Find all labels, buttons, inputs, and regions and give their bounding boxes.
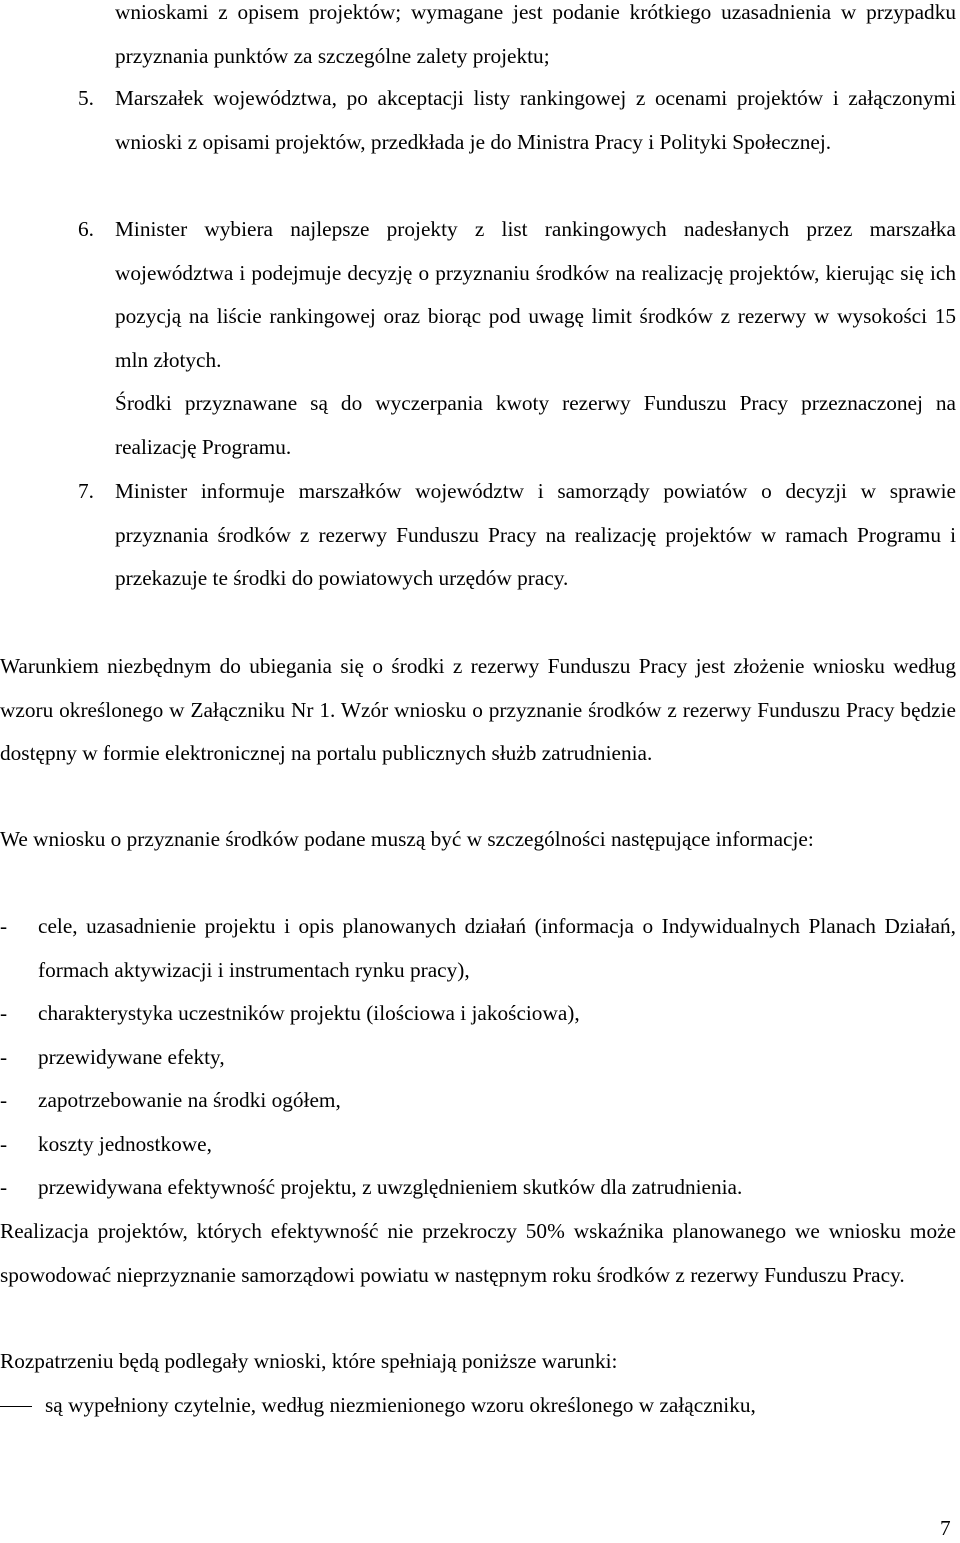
paragraph-we-wniosku: We wniosku o przyznanie środków podane muszą być w szczególności następujące informacje: xyxy=(0,827,814,851)
item7-text: Minister informuje marszałków województw i samorządy powiatów o decyzji w sprawie przyznania środków z rezerwy Funduszu Pracy na realizację projektów w ramach Programu i przekazuje te środki do powiatowych urzędów pracy. xyxy=(115,479,956,590)
list-item-text: są wypełniony czytelnie, według niezmienionego wzoru określonego w załączniku, xyxy=(45,1393,756,1417)
item5-number: 5. xyxy=(78,86,94,110)
list-item-text: koszty jednostkowe, xyxy=(38,1131,212,1156)
item5-text: Marszałek województwa, po akceptacji listy rankingowej z ocenami projektów i załączonymi wnioski z opisami projektów, przedkłada je do Ministra Pracy i Polityki Społecznej. xyxy=(115,86,956,154)
paragraph-rozpatrzeniu: Rozpatrzeniu będą podlegały wnioski, które spełniają poniższe warunki: xyxy=(0,1349,618,1373)
paragraph-realizacja: Realizacja projektów, których efektywność nie przekroczy 50% wskaźnika planowanego we wniosku może spowodować nieprzyznanie samorządowi powiatu w następnym roku środków z rezerwy Funduszu Pracy. xyxy=(0,1219,956,1287)
list-item-text: zapotrzebowanie na środki ogółem, xyxy=(38,1088,341,1112)
dash-bullet-icon xyxy=(0,1406,32,1407)
list-item-text: przewidywane efekty, xyxy=(38,1044,225,1069)
list-dash: - xyxy=(0,1175,8,1199)
list-item-text: przewidywana efektywność projektu, z uwzględnieniem skutków dla zatrudnienia. xyxy=(38,1175,743,1199)
list-dash: - xyxy=(0,914,8,938)
list-item-text: cele, uzasadnienie projektu i opis planowanych działań (informacja o Indywidualnych Planach Działań, formach aktywizacji i instrumentach rynku pracy), xyxy=(38,914,956,982)
list-dash: - xyxy=(0,1131,8,1156)
list-item-text: charakterystyka uczestników projektu (ilościowa i jakościowa), xyxy=(38,1001,580,1025)
item4-continuation: wnioskami z opisem projektów; wymagane jest podanie krótkiego uzasadnienia w przypadku przyznania punktów za szczególne zalety projektu; xyxy=(115,0,956,68)
item6-text: Minister wybiera najlepsze projekty z list rankingowych nadesłanych przez marszałka województwa i podejmuje decyzję o przyznaniu środków na realizację projektów, kierując się ich pozycją na liście rankingowej oraz biorąc pod uwagę limit środków z rezerwy w wysokości 15 mln złotych. xyxy=(115,217,956,372)
page-number: 7 xyxy=(940,1516,951,1540)
list-dash: - xyxy=(0,1088,8,1112)
item6-extra: Środki przyznawane są do wyczerpania kwoty rezerwy Funduszu Pracy przeznaczonej na realizację Programu. xyxy=(115,391,956,459)
item7-number: 7. xyxy=(78,479,94,503)
list-dash: - xyxy=(0,1044,8,1069)
item6-number: 6. xyxy=(78,217,94,241)
list-item xyxy=(0,1384,956,1428)
paragraph-warunkiem: Warunkiem niezbędnym do ubiegania się o środki z rezerwy Funduszu Pracy jest złożenie wniosku według wzoru określonego w Załączniku Nr 1. Wzór wniosku o przyznanie środków z rezerwy Funduszu Pracy będzie dostępny w formie elektronicznej na portalu publicznych służb zatrudnienia. xyxy=(0,654,956,765)
list-dash: - xyxy=(0,1001,8,1025)
